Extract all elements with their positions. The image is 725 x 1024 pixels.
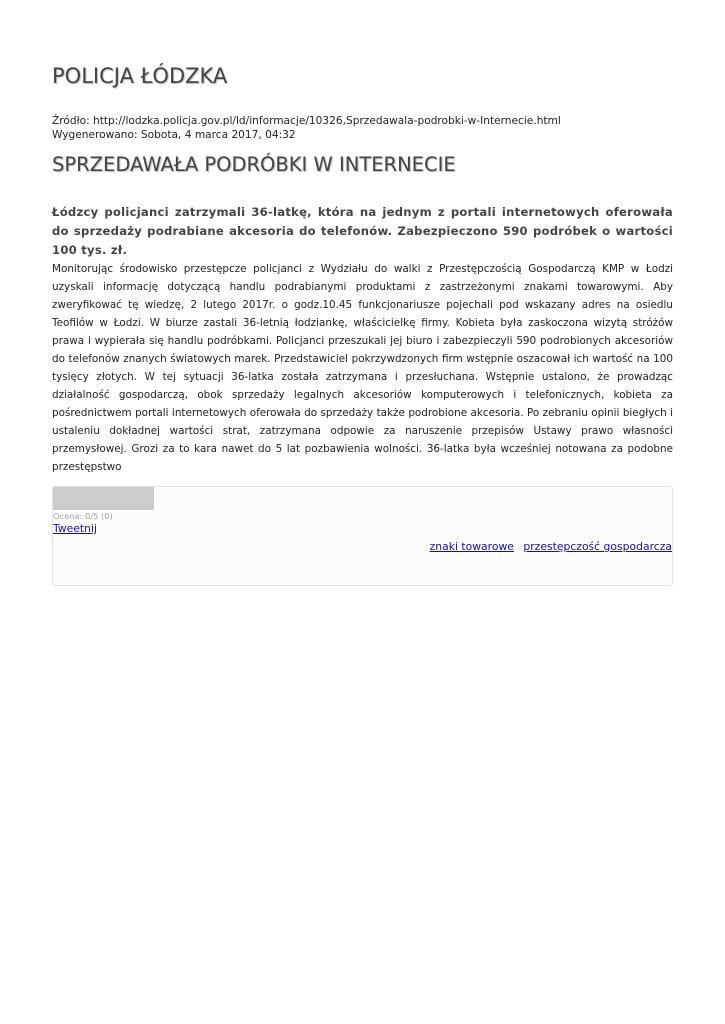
rating-text: Ocena: 0/5 (0)	[53, 511, 113, 521]
tag-link-przestepczosc-gospodarcza[interactable]: przestępczość gospodarcza	[523, 540, 672, 553]
generated-date-text: Wygenerowano: Sobota, 4 marca 2017, 04:32	[52, 129, 296, 141]
article-body: Monitorując środowisko przestępcze policjanci z Wydziału do walki z Przestępczością Gospodarczą KMP w Łodzi uzyskali informację dotyczącą handlu podrabianymi produktami z zastrzeżonymi znakami towarowymi. Aby zweryfikować tę wiedzę, 2 lutego 2017r. o godz.10.45 funkcjonariusze pojechali pod wskazany adres na osiedlu Teofilów w Łodzi. W biurze zastali 36-letnią łodziankę, właścicielkę firmy. Kobieta była zaskoczona wizytą stróżów prawa i wypierała się handlu podróbkami. Policjanci przeszukali jej biuro i zabezpieczyli 590 podrobionych akcesoriów do telefonów znanych światowych marek. Przedstawiciel pokrzywdzonych firm wstępnie oszacował ich wartość na 100 tysięcy złotych. W tej sytuacji 36-latka została zatrzymana i przesłuchana. Wstępnie ustalono, że prowadząc działalność gospodarczą, obok sprzedaży legalnych akcesoriów komputerowych i telefonicznych, kobieta za pośrednictwem portali internetowych oferowała do sprzedaży także podrobione akcesoria. Po zebraniu opinii biegłych i ustaleniu dokładnej wartości strat, zatrzymana odpowie za naruszenie przepisów Ustawy prawo własności przemysłowej. Grozi za to kara nawet do 5 lat pozbawienia wolności. 36-latka była wcześniej notowana za podobne przestępstwo	[52, 263, 673, 473]
tag-list	[424, 540, 672, 553]
tag-link-znaki-towarowe[interactable]: znaki towarowe	[429, 540, 514, 553]
site-title: POLICJA ŁÓDZKA	[52, 64, 228, 88]
source-meta	[52, 114, 561, 142]
article-lead: Łódzcy policjanci zatrzymali 36-latkę, która na jednym z portali internetowych oferowała do sprzedaży podrabiane akcesoria do telefonów. Zabezpieczono 590 podróbek o wartości 100 tys. zł.	[52, 205, 673, 257]
article-footer	[52, 486, 673, 586]
article-title: SPRZEDAWAŁA PODRÓBKI W INTERNECIE	[52, 153, 456, 176]
tweet-link[interactable]: Tweetnij	[53, 522, 97, 535]
source-url-text: Źródło: http://lodzka.policja.gov.pl/ld/informacje/10326,Sprzedawala-podrobki-w-Internecie.html	[52, 115, 561, 127]
rating-stars-bar[interactable]	[53, 487, 154, 510]
